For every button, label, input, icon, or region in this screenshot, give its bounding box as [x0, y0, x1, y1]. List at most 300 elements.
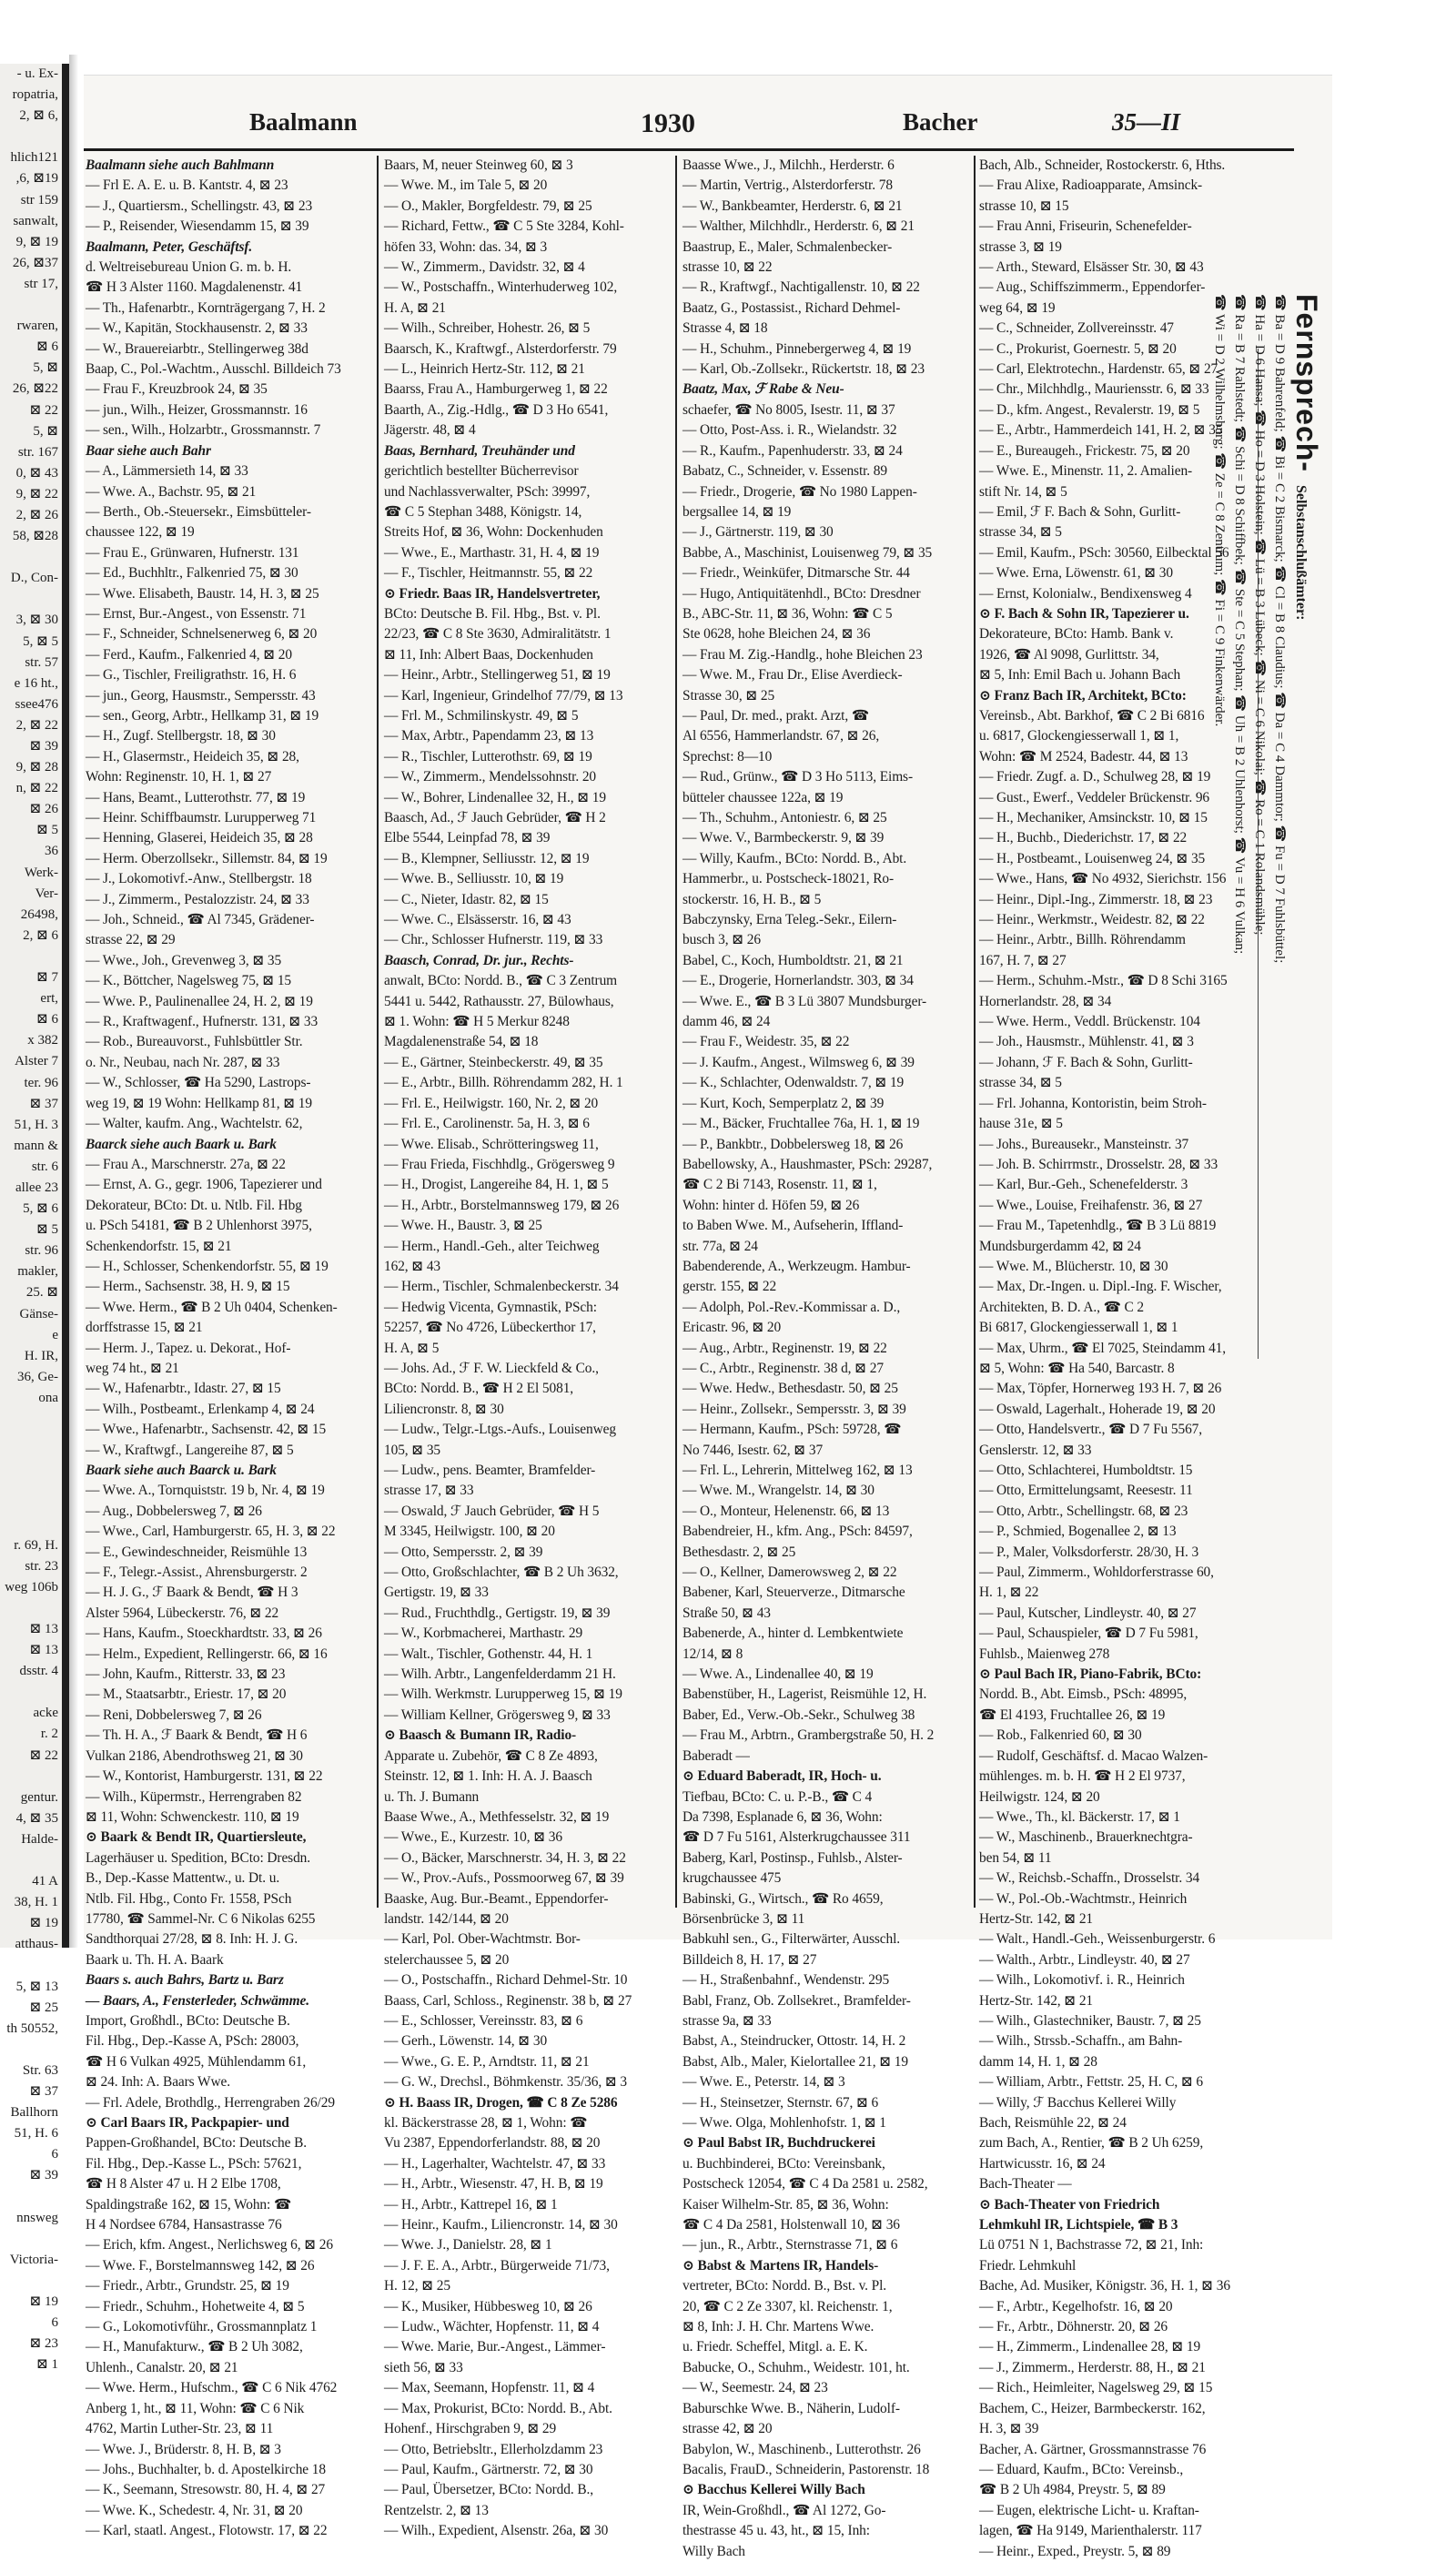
directory-entry: — E., Gärtner, Steinbeckerstr. 49, ⊠ 35	[384, 1054, 603, 1070]
directory-entry: — Ferd., Kaufm., Falkenried 4, ⊠ 20	[86, 646, 292, 663]
directory-entry: — H., Zugf. Stellbergstr. 18, ⊠ 30	[86, 728, 276, 744]
directory-entry: — H., Arbtr., Borstelmannsweg 179, ⊠ 26	[384, 1197, 620, 1213]
directory-entry: ⊙ H. Baass IR, Drogen, ☎ C 8 Ze 5286	[384, 2094, 618, 2111]
directory-entry: str. 77a, ⊠ 24	[682, 1238, 758, 1254]
directory-entry: — Wwe. B., Selliusstr. 10, ⊠ 19	[384, 871, 564, 887]
directory-entry: Kaiser Wilhelm-Str. 85, ⊠ 36, Wohn:	[682, 2196, 889, 2213]
directory-entry: — Heinr., Zollsekr., Sempersstr. 3, ⊠ 39	[682, 1401, 906, 1417]
directory-entry: — J. Kaufm., Angest., Wilmsweg 6, ⊠ 39	[682, 1054, 915, 1070]
directory-entry: 52257, ☎ No 4726, Lübeckerthor 17,	[384, 1320, 596, 1336]
directory-entry: Vulkan 2186, Abendrothsweg 21, ⊠ 30	[86, 1747, 303, 1764]
prev-page-fragment: Str. 63	[22, 2062, 58, 2078]
directory-entry: — W., Kraftwgf., Langereihe 87, ⊠ 5	[86, 1442, 294, 1458]
directory-entry: — Wwe. Olga, Mohlenhofstr. 1, ⊠ 1	[682, 2115, 886, 2131]
prev-page-fragment: D., Con-	[10, 571, 58, 586]
directory-entry: — O., Bäcker, Marschnerstr. 34, H. 3, ⊠ 22	[384, 1849, 626, 1866]
prev-page-fragment: ⊠ 39	[29, 739, 58, 754]
directory-entry: — H., Schuhm., Pinnebergerweg 4, ⊠ 19	[682, 340, 912, 357]
directory-entry: — Frau Frieda, Fischhdlg., Grögersweg 9	[384, 1156, 615, 1172]
directory-entry: — Ernst, Kolonialw., Bendixensweg 4	[979, 585, 1192, 602]
directory-entry: 167, H. 7, ⊠ 27	[979, 952, 1067, 968]
directory-entry: Anberg 1, ht., ⊠ 11, Wohn: ☎ C 6 Nik	[86, 2400, 305, 2416]
prev-page-fragment	[0, 1451, 62, 1472]
directory-entry: — Wwe. E., Minenstr. 11, 2. Amalien-	[979, 463, 1193, 480]
directory-entry: Baas, Bernhard, Treuhänder und	[384, 442, 575, 459]
directory-entry: sieth 56, ⊠ 33	[384, 2359, 463, 2375]
prev-page-fragment: acke	[33, 1706, 58, 1721]
directory-entry: — H., Schlosser, Schenkendorfstr. 55, ⊠ 19	[86, 1258, 329, 1274]
prev-page-fragment: makler,	[17, 1264, 58, 1280]
directory-entry: — C., Nieter, Idastr. 82, ⊠ 15	[384, 891, 549, 907]
directory-entry: — Frau F., Weidestr. 35, ⊠ 22	[682, 1034, 850, 1050]
directory-entry: — W., Kapitän, Stockhausenstr. 2, ⊠ 33	[86, 320, 308, 337]
column-2	[384, 156, 670, 2539]
directory-entry: Baase Wwe., A., Methfesselstr. 32, ⊠ 19	[384, 1808, 610, 1825]
directory-entry: Bethesdastr. 2, ⊠ 25	[682, 1544, 796, 1560]
prev-page-fragment: ona	[38, 1390, 58, 1405]
directory-entry: — Fr., Arbtr., Döhnerstr. 20, ⊠ 26	[979, 2319, 1168, 2335]
directory-entry: Babel, C., Koch, Humboldtstr. 21, ⊠ 21	[682, 952, 904, 968]
directory-entry: ☎ C 2 Bi 7143, Rosenstr. 11, ⊠ 1,	[682, 1177, 877, 1193]
directory-entry: — Willy, Kaufm., BCto: Nordd. B., Abt.	[682, 850, 907, 866]
directory-entry: Babellowsky, A., Haushmaster, PSch: 29287,	[682, 1156, 933, 1172]
directory-entry: Babczynsky, Erna Teleg.-Sekr., Eilern-	[682, 912, 897, 928]
directory-entry: Babbe, A., Maschinist, Louisenweg 79, ⊠ 35	[682, 544, 933, 561]
directory-entry: Uhlenh., Canalstr. 20, ⊠ 21	[86, 2359, 238, 2375]
prev-page-fragment: 6	[51, 2315, 58, 2331]
directory-entry: — Frl E. A. E. u. B. Kantstr. 4, ⊠ 23	[86, 177, 288, 194]
directory-entry: Schenkendorfstr. 15, ⊠ 21	[86, 1238, 232, 1254]
directory-entry: — Wwe. M., im Tale 5, ⊠ 20	[384, 177, 548, 194]
directory-entry: Baalmann siehe auch Bahlmann	[86, 157, 275, 173]
prev-page-fragment: ssee476	[15, 696, 58, 712]
prev-page-fragment: Halde-	[21, 1831, 58, 1847]
directory-entry: strasse 34, ⊠ 5	[979, 1075, 1062, 1091]
directory-entry: Babener, Karl, Steuerverze., Ditmarsche	[682, 1585, 905, 1601]
directory-entry: Baark siehe auch Baarck u. Bark	[86, 1463, 277, 1478]
directory-entry: — Th., Schuhm., Antoniestr. 6, ⊠ 25	[682, 810, 887, 825]
directory-entry: — L., Heinrich Hertz-Str. 112, ⊠ 21	[384, 361, 585, 378]
directory-entry: Baburschke Wwe. B., Näherin, Ludolf-	[682, 2400, 900, 2416]
directory-entry: — Wwe. Herm., Hufschm., ☎ C 6 Nik 4762	[86, 2380, 338, 2396]
directory-entry: — Otto, Schlachterei, Humboldtstr. 15	[979, 1463, 1193, 1478]
prev-page-fragment: 4, ⊠ 35	[15, 1810, 58, 1826]
prev-page-fragment: ⊠ 22	[29, 402, 58, 418]
directory-entry: — Reni, Dobbelersweg 7, ⊠ 26	[86, 1706, 262, 1723]
directory-entry: — Friedr., Schuhm., Hohetweite 4, ⊠ 5	[86, 2298, 305, 2314]
header-first-entry: Baalmann	[249, 108, 358, 136]
prev-page-fragment: atthaus-	[15, 1937, 58, 1952]
directory-entry: — J., Quartiersm., Schellingstr. 43, ⊠ 23	[86, 197, 313, 214]
directory-entry: H 4 Nordsee 6784, Hansastrasse 76	[86, 2217, 282, 2233]
directory-entry: Wohn: hinter d. Höfen 59, ⊠ 26	[682, 1197, 860, 1213]
directory-entry: kl. Bäckerstrasse 28, ⊠ 1, Wohn: ☎	[384, 2115, 588, 2131]
directory-entry: ⊠ 11, Wohn: Schwenckestr. 110, ⊠ 19	[86, 1808, 299, 1825]
prev-page-fragment: 0, ⊠ 43	[15, 465, 58, 481]
directory-entry: — K., Seemann, Stresowstr. 80, H. 4, ⊠ 27	[86, 2482, 326, 2498]
prev-page-fragment: ⊠ 5	[36, 1222, 58, 1238]
directory-entry: — F., Telegr.-Assist., Ahrensburgerstr. 2	[86, 1565, 308, 1581]
column-divider	[675, 156, 677, 1908]
directory-entry: Bach, Alb., Schneider, Rostockerstr. 6, Hths.	[979, 157, 1226, 173]
header-year: 1930	[641, 108, 695, 138]
directory-entry: Magdalenenstraße 54, ⊠ 18	[384, 1034, 539, 1050]
directory-entry: — Wilh. Werkmstr. Lurupperweg 15, ⊠ 19	[384, 1686, 622, 1703]
directory-entry: — R., Kraftwgf., Nachtigallenstr. 10, ⊠ 22	[682, 279, 920, 296]
directory-entry: — Frl. Johanna, Kontoristin, beim Stroh-	[979, 1095, 1207, 1111]
directory-entry: — O., Kellner, Damerowsweg 2, ⊠ 22	[682, 1565, 897, 1581]
prev-page-fragment: dsstr. 4	[19, 1664, 58, 1679]
directory-entry: weg 19, ⊠ 19 Wohn: Hellkamp 81, ⊠ 19	[86, 1095, 312, 1111]
directory-entry: strasse 9a, ⊠ 33	[682, 2012, 772, 2029]
directory-entry: Vu 2387, Eppendorferlandstr. 88, ⊠ 20	[384, 2135, 601, 2152]
directory-entry: — D., kfm. Angest., Revalerstr. 19, ⊠ 5	[979, 401, 1200, 418]
directory-entry: Bach-Theater —	[979, 2176, 1072, 2192]
directory-entry: strasse 10, ⊠ 15	[979, 197, 1069, 214]
directory-entry: ☎ H 8 Alster 47 u. H 2 Elbe 1708,	[86, 2176, 281, 2192]
directory-entry: — W., Seemestr. 24, ⊠ 23	[682, 2380, 828, 2396]
directory-entry: strasse 17, ⊠ 33	[384, 1483, 474, 1499]
directory-entry: — Wwe. E., Peterstr. 14, ⊠ 3	[682, 2074, 845, 2091]
prev-page-fragment: ⊠ 5	[36, 823, 58, 838]
prev-page-fragment: ⊠ 22	[29, 1747, 58, 1763]
prev-page-fragment: ⊠ 6	[36, 1012, 58, 1028]
directory-entry: bütteler chaussee 122a, ⊠ 19	[682, 789, 844, 805]
directory-entry: — Wwe. A., Tornquiststr. 19 b, Nr. 4, ⊠ 19	[86, 1483, 325, 1499]
prev-page-fragment: 26, ⊠37	[12, 255, 58, 270]
directory-entry: Baberadt —	[682, 1747, 750, 1764]
prev-page-fragment: ⊠ 19	[29, 1916, 58, 1931]
directory-entry: — Wwe., E., Kurzestr. 10, ⊠ 36	[384, 1829, 562, 1846]
directory-entry: — H., Steinsetzer, Sternstr. 67, ⊠ 6	[682, 2094, 879, 2111]
directory-entry: — H., Straßenbahnf., Wendenstr. 295	[682, 1972, 890, 1989]
directory-entry: — P., Bankbtr., Dobbelersweg 18, ⊠ 26	[682, 1136, 904, 1152]
prev-page-fragment: 26, ⊠22	[12, 381, 58, 397]
directory-entry: 22/23, ☎ C 8 Ste 3630, Admiralitätstr. 1	[384, 626, 612, 643]
directory-entry: — Herm., Handl.-Geh., alter Teichweg	[384, 1238, 600, 1254]
directory-entry: höfen 33, Wohn: das. 34, ⊠ 3	[384, 238, 548, 255]
directory-entry: — Paul, Dr. med., prakt. Arzt, ☎	[682, 707, 869, 724]
directory-entry: 20, ☎ C 2 Ze 3307, kl. Reichenstr. 1,	[682, 2298, 893, 2314]
directory-entry: dorffstrasse 15, ⊠ 21	[86, 1320, 203, 1336]
directory-entry: — K., Böttcher, Nagelsweg 75, ⊠ 15	[86, 973, 292, 989]
directory-entry: — R., Tischler, Lutterothstr. 69, ⊠ 19	[384, 748, 592, 765]
directory-entry: — Wwe. V., Barmbeckerstr. 9, ⊠ 39	[682, 830, 885, 846]
prev-page-fragment: str. 167	[17, 444, 58, 460]
directory-entry: — W., Zimmerm., Davidstr. 32, ⊠ 4	[384, 259, 585, 276]
directory-entry: — Heinr., Arbtr., Billh. Röhrendamm	[979, 932, 1186, 948]
prev-page-fragment: 9, ⊠ 19	[15, 234, 58, 249]
directory-entry: — Johs., Buchhalter, b. d. Apostelkirche 18	[86, 2461, 326, 2477]
prev-page-fragment: mann &	[14, 1138, 58, 1153]
directory-entry: u. Buchbinderei, BCto: Vereinsbank,	[682, 2155, 885, 2172]
directory-entry: — Otto, Handelsvertr., ☎ D 7 Fu 5567,	[979, 1422, 1203, 1438]
prev-page-fragment: 9, ⊠ 28	[15, 760, 58, 775]
prev-page-fragment: 41 A	[32, 1874, 58, 1889]
directory-entry: — Joh., Hausmstr., Mühlenstr. 41, ⊠ 3	[979, 1034, 1194, 1050]
directory-entry: — Wilh., Glastechniker, Baustr. 7, ⊠ 25	[979, 2012, 1201, 2029]
directory-entry: — Wwe. Hedw., Bethesdastr. 50, ⊠ 25	[682, 1381, 898, 1397]
directory-entry: — Wilh., Lokomotivf. i. R., Heinrich	[979, 1972, 1185, 1989]
prev-page-fragment	[0, 547, 62, 568]
directory-entry: — H., Arbtr., Kattrepel 16, ⊠ 1	[384, 2196, 558, 2213]
prev-page-fragment: nnsweg	[16, 2210, 58, 2225]
prev-page-fragment	[0, 1430, 62, 1451]
prev-page-fragment: 5, ⊠ 5	[23, 633, 58, 649]
prev-page-fragment	[0, 947, 62, 967]
directory-entry: Nordd. B., Abt. Eimsb., PSch: 48995,	[979, 1686, 1188, 1703]
directory-entry: Gertigstr. 19, ⊠ 33	[384, 1585, 489, 1601]
directory-entry: — E., Bureaugeh., Frickestr. 75, ⊠ 20	[979, 442, 1190, 459]
directory-entry: mühlenges. m. b. H. ☎ H 2 El 9737,	[979, 1768, 1186, 1785]
directory-entry: — Max, Prokurist, BCto: Nordd. B., Abt.	[384, 2400, 612, 2416]
directory-entry: 12/14, ⊠ 8	[682, 1646, 743, 1662]
directory-entry: — H., Manufakturw., ☎ B 2 Uh 3082,	[86, 2339, 303, 2355]
directory-entry: — Otto, Großschlachter, ☎ B 2 Uh 3632,	[384, 1565, 619, 1581]
directory-entry: strasse 34, ⊠ 5	[979, 524, 1062, 541]
prev-page-fragment	[0, 2271, 62, 2292]
directory-entry: Lagerhäuser u. Spedition, BCto: Dresdn.	[86, 1849, 311, 1866]
directory-entry: — Wwe., Hans, ☎ No 4932, Sierichstr. 156	[979, 871, 1227, 887]
directory-entry: BCto: Deutsche B. Fil. Hbg., Bst. v. Pl.	[384, 605, 601, 622]
directory-entry: — Karl, Ob.-Zollsekr., Rückertstr. 18, ⊠ 23	[682, 361, 925, 378]
directory-entry: — W., Korbmacherei, Marthastr. 29	[384, 1625, 583, 1642]
directory-entry: B., ABC-Str. 11, ⊠ 36, Wohn: ☎ C 5	[682, 605, 893, 622]
directory-entry: — Wwe., G. E. P., Arndtstr. 11, ⊠ 21	[384, 2053, 590, 2070]
directory-entry: Baber, Ed., Verw.-Ob.-Sekr., Schulweg 38	[682, 1706, 915, 1723]
directory-entry: — John, Kaufm., Ritterstr. 33, ⊠ 23	[86, 1666, 286, 1683]
prev-page-fragment: sanwalt,	[13, 213, 58, 228]
directory-entry: — Herm. J., Tapez. u. Dekorat., Hof-	[86, 1340, 291, 1356]
directory-entry: Mundsburgerdamm 42, ⊠ 24	[979, 1238, 1141, 1254]
directory-entry: — E., Arbtr., Billh. Röhrendamm 282, H. 1	[384, 1075, 623, 1091]
directory-entry: weg 74 ht., ⊠ 21	[86, 1360, 179, 1376]
header-page-number: 35—II	[1112, 108, 1181, 136]
prev-page-fragment: 36	[45, 844, 58, 859]
directory-entry: H. 1, ⊠ 22	[979, 1585, 1039, 1601]
prev-page-fragment: str. 57	[25, 654, 58, 670]
directory-entry: — O., Postschaffn., Richard Dehmel-Str. 10	[384, 1972, 628, 1989]
directory-entry: stift Nr. 14, ⊠ 5	[979, 483, 1067, 500]
directory-entry: — Aug., Arbtr., Reginenstr. 19, ⊠ 22	[682, 1340, 887, 1356]
fernsprech-title: Fernsprech-	[1290, 294, 1323, 472]
directory-entry: Babenderende, A., Werkzeugm. Hambur-	[682, 1258, 911, 1274]
prev-page-fragment: e	[52, 1327, 58, 1342]
directory-entry: — E., Gewindeschneider, Reismühle 13	[86, 1544, 308, 1560]
directory-entry: — H., Lagerhalter, Wachtelstr. 47, ⊠ 33	[384, 2155, 606, 2172]
prev-page-fragment: th 50552,	[6, 2020, 58, 2036]
directory-entry: chaussee 122, ⊠ 19	[86, 524, 195, 541]
directory-entry: — Joh. B. Schirrmstr., Drosselstr. 28, ⊠ 33	[979, 1156, 1218, 1172]
directory-entry: — Wwe. A., Lindenallee 40, ⊠ 19	[682, 1666, 874, 1683]
directory-entry: Fil. Hbg., Dep.-Kasse A, PSch: 28003,	[86, 2033, 299, 2050]
directory-entry: — Rich., Heimleiter, Nagelsweg 29, ⊠ 15	[979, 2380, 1213, 2396]
directory-entry: — Johann, ℱ F. Bach & Sohn, Gurlitt-	[979, 1054, 1193, 1070]
directory-entry: B., Dep.-Kasse Mattentw., u. Dt. u.	[86, 1870, 280, 1887]
directory-entry: — Hans, Kaufm., Stoeckhardtstr. 33, ⊠ 26	[86, 1625, 322, 1642]
gutter-shadow	[69, 55, 78, 1948]
directory-entry: — Wwe. C., Elsässerstr. 16, ⊠ 43	[384, 912, 571, 928]
directory-entry: u. Th. J. Bumann	[384, 1788, 480, 1805]
directory-entry: — Emil, ℱ F. Bach & Sohn, Gurlitt-	[979, 503, 1181, 520]
directory-entry: Baarth, A., Zig.-Hdlg., ☎ D 3 Ho 6541,	[384, 401, 609, 418]
directory-entry: Fuhlsb., Maienweg 278	[979, 1646, 1110, 1662]
directory-entry: Ericastr. 96, ⊠ 20	[682, 1320, 782, 1336]
directory-entry: — Rud., Fruchthdlg., Gertigstr. 19, ⊠ 39	[384, 1605, 611, 1621]
directory-entry: — Wwe. Marie, Bur.-Angest., Lämmer-	[384, 2339, 606, 2355]
directory-entry: Heilwigstr. 124, ⊠ 20	[979, 1788, 1100, 1805]
prev-page-fragment: Ballhorn	[10, 2105, 58, 2121]
prev-page-fragment: 25. ⊠	[25, 1285, 58, 1301]
directory-entry: Apparate u. Zubehör, ☎ C 8 Ze 4893,	[384, 1747, 598, 1764]
directory-entry: Willy Bach	[682, 2543, 745, 2559]
directory-entry: — Herm., Sachsenstr. 38, H. 9, ⊠ 15	[86, 1279, 290, 1295]
directory-entry: Spaldingstraße 162, ⊠ 15, Wohn: ☎	[86, 2196, 292, 2213]
directory-entry: — E., Schlosser, Vereinsstr. 83, ⊠ 6	[384, 2012, 583, 2029]
directory-entry: — Paul, Übersetzer, BCto: Nordd. B.,	[384, 2482, 594, 2498]
directory-entry: 5441 u. 5442, Rathausstr. 27, Bülowhaus,	[384, 993, 614, 1009]
directory-entry: — G. W., Drechsl., Böhmkenstr. 35/36, ⊠ 3	[384, 2074, 628, 2091]
directory-entry: — William Kellner, Grögersweg 9, ⊠ 33	[384, 1706, 611, 1723]
directory-entry: — Wwe. F., Borstelmannsweg 142, ⊠ 26	[86, 2257, 315, 2273]
directory-entry: Babl, Franz, Ob. Zollsekret., Bramfelder-	[682, 1992, 911, 2009]
prev-page-fragment	[0, 589, 62, 610]
column-divider	[377, 156, 379, 1908]
directory-entry: ⊙ Carl Baars IR, Packpapier- und	[86, 2115, 289, 2131]
directory-entry: — Wwe., Joh., Grevenweg 3, ⊠ 35	[86, 952, 282, 968]
directory-entry: Baar siehe auch Bahr	[86, 442, 211, 459]
directory-entry: ⊙ Friedr. Baas IR, Handelsvertreter,	[384, 585, 601, 602]
directory-entry: Hertz-Str. 142, ⊠ 21	[979, 1910, 1094, 1927]
directory-entry: ☎ D 7 Fu 5161, Alsterkrugchaussee 311	[682, 1829, 911, 1846]
directory-entry: — Heinr., Werkmstr., Weidestr. 82, ⊠ 22	[979, 912, 1205, 928]
directory-entry: Wohn: Reginenstr. 10, H. 1, ⊠ 27	[86, 769, 272, 785]
directory-entry: Ntlb. Fil. Hbg., Conto Fr. 1558, PSch	[86, 1890, 292, 1907]
directory-entry: Lü 0751 N 1, Bachstrasse 72, ⊠ 21, Inh:	[979, 2237, 1204, 2253]
directory-entry: — Otto, Sempersstr. 2, ⊠ 39	[384, 1544, 543, 1560]
directory-entry: 4762, Martin Luther-Str. 23, ⊠ 11	[86, 2421, 274, 2437]
prev-page-fragment	[0, 1767, 62, 1787]
directory-entry: Baark u. Th. H. A. Baark	[86, 1951, 224, 1968]
prev-page-fragment	[0, 2040, 62, 2061]
prev-page-fragment: e 16 ht.,	[14, 675, 58, 691]
directory-entry: — O., Makler, Borgfeldestr. 79, ⊠ 25	[384, 197, 592, 214]
directory-entry: — Wwe., Louise, Freihafenstr. 36, ⊠ 27	[979, 1197, 1203, 1213]
prev-page-fragment: r. 2	[40, 1727, 58, 1742]
directory-entry: — F., Schneider, Schnelsenerweg 6, ⊠ 20	[86, 626, 318, 643]
directory-entry: Elbe 5544, Leinpfad 78, ⊠ 39	[384, 830, 551, 846]
directory-entry: — Friedr. Zugf. a. D., Schulweg 28, ⊠ 19	[979, 769, 1211, 785]
directory-entry: — W., Prov.-Aufs., Possmoorweg 67, ⊠ 39	[384, 1870, 624, 1887]
directory-entry: 17780, ☎ Sammel-Nr. C 6 Nikolas 6255	[86, 1910, 316, 1927]
directory-entry: to Baben Wwe. M., Aufseherin, Iffland-	[682, 1218, 904, 1234]
prev-page-fragment: ⊠ 7	[36, 970, 58, 986]
prev-page-fragment	[0, 1514, 62, 1534]
directory-entry: u. Friedr. Scheffel, Mitgl. a. E. K.	[682, 2339, 868, 2355]
prev-page-fragment: str 159	[20, 192, 58, 208]
directory-entry: Al 6556, Hammerlandstr. 67, ⊠ 26,	[682, 728, 880, 744]
prev-page-fragment: weg 106b	[5, 1579, 58, 1595]
prev-page-fragment: Alster 7	[15, 1054, 58, 1069]
directory-entry: — A., Lämmersieth 14, ⊠ 33	[86, 463, 248, 480]
prev-page-fragment: ⊠ 13	[29, 1643, 58, 1658]
directory-entry: — Wwe. A., Bachstr. 95, ⊠ 21	[86, 483, 257, 500]
prev-page-fragment: str. 96	[25, 1243, 58, 1259]
header-rule	[84, 148, 1294, 151]
prev-page-fragment: ⊠ 39	[29, 2168, 58, 2183]
directory-entry: — Joh., Schneid., ☎ Al 7345, Grädener-	[86, 912, 315, 928]
directory-entry: ⊙ Bach-Theater von Friedrich	[979, 2196, 1160, 2213]
directory-entry: — William, Arbtr., Fettstr. 25, H. C, ⊠ 6	[979, 2074, 1204, 2091]
prev-page-fragment: 51, H. 6	[14, 2126, 58, 2142]
directory-entry: — Frau M. Zig.-Handlg., hohe Bleichen 23	[682, 646, 923, 663]
directory-entry: — Heinr. Schiffbaumstr. Lurupperweg 71	[86, 810, 317, 825]
directory-entry: Pappen-Großhandel, BCto: Deutsche B.	[86, 2135, 308, 2152]
prev-page-fragment: ⊠ 1	[36, 2357, 58, 2373]
directory-entry: weg 64, ⊠ 19	[979, 299, 1056, 316]
directory-entry: Alster 5964, Lübeckerstr. 76, ⊠ 22	[86, 1605, 279, 1621]
directory-entry: 162, ⊠ 43	[384, 1258, 441, 1274]
directory-entry: — Otto, Betriebsltr., Ellerholzdamm 23	[384, 2441, 603, 2457]
directory-entry: Wohn: ☎ M 2524, Badestr. 44, ⊠ 13	[979, 748, 1188, 765]
directory-entry: — Paul, Kutscher, Lindleystr. 40, ⊠ 27	[979, 1605, 1197, 1621]
directory-entry: Dekorateur, BCto: Dt. u. Ntlb. Fil. Hbg	[86, 1197, 302, 1213]
directory-entry: — Frl. E., Carolinenstr. 5a, H. 3, ⊠ 6	[384, 1116, 590, 1132]
directory-entry: — Frau F., Kreuzbrook 24, ⊠ 35	[86, 381, 268, 398]
directory-entry: — Hugo, Antiquitätenhdl., BCto: Dresdner	[682, 585, 921, 602]
directory-entry: — Ernst, A. G., gegr. 1906, Tapezierer und	[86, 1177, 322, 1193]
prev-page-fragment: ⊠ 37	[29, 2084, 58, 2099]
directory-entry: — K., Schlachter, Odenwaldstr. 7, ⊠ 19	[682, 1075, 905, 1091]
directory-entry: — Paul, Zimmerm., Wohldorferstrasse 60,	[979, 1565, 1214, 1581]
directory-entry: Postscheck 12054, ☎ C 4 Da 2581 u. 2582,	[682, 2176, 928, 2192]
prev-page-fragment	[0, 1850, 62, 1871]
directory-entry: — Kurt, Koch, Semperplatz 2, ⊠ 39	[682, 1095, 885, 1111]
directory-entry: Da 7398, Esplanade 6, ⊠ 36, Wohn:	[682, 1808, 883, 1825]
directory-page	[84, 75, 1332, 2559]
prev-page-fragment: 2, ⊠ 22	[15, 717, 58, 733]
directory-entry: Strasse 30, ⊠ 25	[682, 687, 775, 704]
directory-entry: — Wwe., Th., kl. Bäckerstr. 17, ⊠ 1	[979, 1808, 1180, 1825]
prev-page-fragment: Werk-	[24, 865, 58, 880]
directory-entry: — Frau E., Grünwaren, Hufnerstr. 131	[86, 544, 299, 561]
directory-entry: — H., Arbtr., Wiesenstr. 47, H. B, ⊠ 19	[384, 2176, 603, 2192]
prev-page-fragment: x 382	[27, 1033, 58, 1048]
directory-entry: anwalt, BCto: Nordd. B., ☎ C 3 Zentrum	[384, 973, 618, 989]
directory-entry: — W., Postschaffn., Winterhuderweg 102,	[384, 279, 618, 296]
directory-entry: — Oswald, Lagerhalt., Hoherade 19, ⊠ 20	[979, 1401, 1216, 1417]
directory-entry: — E., Drogerie, Hornerlandstr. 303, ⊠ 34	[682, 973, 914, 989]
directory-entry: — Richard, Fettw., ☎ C 5 Ste 3284, Kohl-	[384, 218, 624, 235]
directory-entry: — Carl, Elektrotechn., Hardenstr. 65, ⊠ 27	[979, 361, 1218, 378]
directory-entry: — Walt., Handl.-Geh., Weissenburgerstr. 6	[979, 1931, 1216, 1948]
directory-entry: — Wwe. E., ☎ B 3 Lü 3807 Mundsburger-	[682, 993, 927, 1009]
directory-entry: — jun., R., Arbtr., Sternstrasse 71, ⊠ 6	[682, 2237, 898, 2253]
previous-page-bleed	[0, 64, 69, 2373]
directory-entry: — Wwe. Herm., ☎ B 2 Uh 0404, Schenken-	[86, 1299, 338, 1315]
directory-entry: Liliencronstr. 8, ⊠ 30	[384, 1401, 504, 1417]
prev-page-fragment: ter. 96	[24, 1075, 58, 1090]
directory-entry: — Johs., Bureausekr., Mansteinstr. 37	[979, 1136, 1189, 1152]
directory-entry: — G., Lokomotivführ., Grossmannplatz 1	[86, 2319, 318, 2335]
prev-page-fragment	[0, 1409, 62, 1430]
directory-entry: — Herm., Schuhm.-Mstr., ☎ D 8 Schi 3165	[979, 973, 1228, 989]
prev-page-fragment: 5, ⊠ 13	[15, 1979, 58, 1994]
directory-entry: Babenerde, A., hinter d. Lembkentwiete	[682, 1625, 904, 1642]
directory-entry: ⊠ 1. Wohn: ☎ H 5 Merkur 8248	[384, 1014, 570, 1030]
directory-entry: u. PSch 54181, ☎ B 2 Uhlenhorst 3975,	[86, 1218, 312, 1234]
directory-entry: — Eugen, elektrische Licht- u. Kraftan-	[979, 2502, 1199, 2518]
